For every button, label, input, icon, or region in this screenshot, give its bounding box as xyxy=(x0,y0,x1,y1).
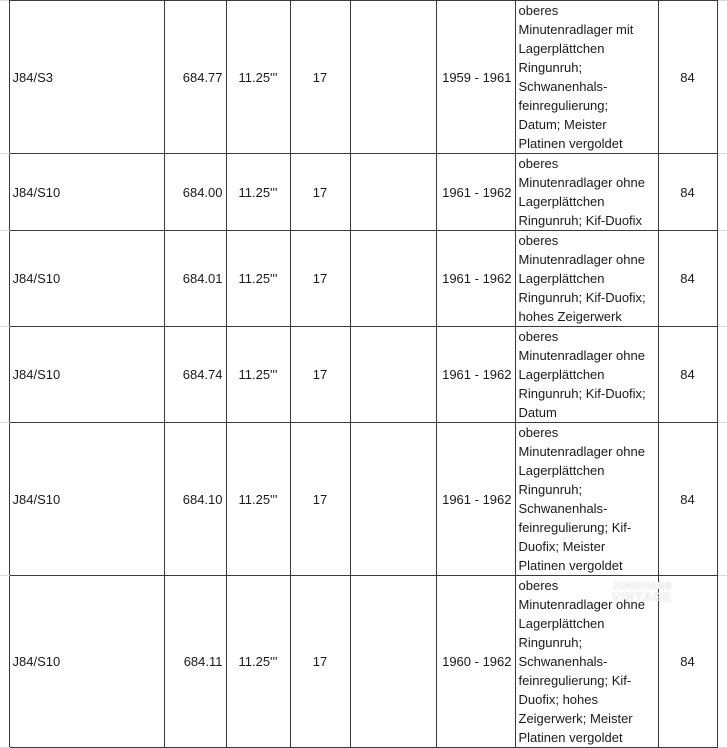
table-row xyxy=(0,231,727,327)
description-line: feinregulierung; Kif- xyxy=(518,673,632,688)
description-line: Minutenradlager ohne xyxy=(518,348,645,363)
size-cell: 11.25''' xyxy=(226,327,290,423)
description-line: Schwanenhals- xyxy=(518,654,608,669)
description-line: oberes xyxy=(518,3,559,18)
watermark-line2: VINTAGE xyxy=(612,590,672,604)
empty-cell xyxy=(350,327,436,423)
production-years-cell: 1960 - 1962 xyxy=(436,576,515,748)
description-cell xyxy=(515,327,658,423)
production-years-cell: 1961 - 1962 xyxy=(436,154,515,231)
description-line: Minutenradlager ohne xyxy=(518,175,645,190)
description-line: oberes xyxy=(518,425,559,440)
jewels-cell: 17 xyxy=(290,327,350,423)
production-years-cell: 1961 - 1962 xyxy=(436,423,515,576)
size-cell: 11.25''' xyxy=(226,1,290,154)
description-line: feinregulierung; xyxy=(518,98,609,113)
size-cell: 11.25''' xyxy=(226,154,290,231)
description-line: Minutenradlager ohne xyxy=(518,252,645,267)
jewels-cell: 17 xyxy=(290,423,350,576)
description-line: Duofix; Meister xyxy=(518,539,606,554)
description-line: Datum; Meister xyxy=(518,117,607,132)
description-line: Ringunruh; xyxy=(518,635,583,650)
description-cell xyxy=(515,154,658,231)
empty-cell xyxy=(350,576,436,748)
page-number-cell: 84 xyxy=(658,423,717,576)
description-line: Ringunruh; xyxy=(518,482,583,497)
description-line: Ringunruh; Kif-Duofix; xyxy=(518,290,646,305)
empty-cell xyxy=(350,423,436,576)
reference-number-cell: 684.10 xyxy=(164,423,226,576)
description-line: Minutenradlager ohne xyxy=(518,597,645,612)
left-gutter-cell xyxy=(0,423,9,576)
right-gutter-cell xyxy=(717,154,727,231)
jewels-cell: 17 xyxy=(290,576,350,748)
production-years-cell: 1961 - 1962 xyxy=(436,231,515,327)
left-gutter-cell xyxy=(0,327,9,423)
size-cell: 11.25''' xyxy=(226,576,290,748)
empty-cell xyxy=(350,1,436,154)
reference-number-cell: 684.00 xyxy=(164,154,226,231)
production-years-cell: 1961 - 1962 xyxy=(436,327,515,423)
description-line: hohes Zeigerwerk xyxy=(518,309,622,324)
description-line: oberes xyxy=(518,578,559,593)
caliber-cell: J84/S3 xyxy=(9,1,164,154)
table-row xyxy=(0,154,727,231)
description-cell xyxy=(515,1,658,154)
production-years-cell: 1959 - 1961 xyxy=(436,1,515,154)
description-line: Schwanenhals- xyxy=(518,79,608,94)
left-gutter-cell xyxy=(0,231,9,327)
page-number-cell: 84 xyxy=(658,576,717,748)
reference-number-cell: 684.01 xyxy=(164,231,226,327)
description-line: Platinen vergoldet xyxy=(518,730,623,745)
description-line: Ringunruh; Kif-Duofix; xyxy=(518,386,646,401)
page-number-cell: 84 xyxy=(658,327,717,423)
description-cell xyxy=(515,231,658,327)
page-number-cell: 84 xyxy=(658,154,717,231)
right-gutter-cell xyxy=(717,327,727,423)
junghans-vintage-watermark xyxy=(604,581,680,605)
left-gutter-cell xyxy=(0,154,9,231)
caliber-cell: J84/S10 xyxy=(9,576,164,748)
watermark-line1: JUNGHANS xyxy=(611,581,673,592)
caliber-cell: J84/S10 xyxy=(9,231,164,327)
caliber-cell: J84/S10 xyxy=(9,423,164,576)
table-row xyxy=(0,423,727,576)
description-line: Minutenradlager mit xyxy=(518,22,634,37)
description-line: Duofix; hohes xyxy=(518,692,598,707)
description-line: Lagerplättchen xyxy=(518,463,605,478)
table-body xyxy=(0,1,727,748)
jewels-cell: 17 xyxy=(290,154,350,231)
left-gutter-cell xyxy=(0,1,9,154)
page-number-cell: 84 xyxy=(658,1,717,154)
description-line: Lagerplättchen xyxy=(518,616,605,631)
description-line: Lagerplättchen xyxy=(518,194,605,209)
description-cell xyxy=(515,423,658,576)
reference-number-cell: 684.77 xyxy=(164,1,226,154)
right-gutter-cell xyxy=(717,423,727,576)
description-line: Ringunruh; Kif-Duofix xyxy=(518,213,643,228)
jewels-cell: 17 xyxy=(290,1,350,154)
description-line: Ringunruh; xyxy=(518,60,583,75)
reference-number-cell: 684.74 xyxy=(164,327,226,423)
table-row xyxy=(0,327,727,423)
description-line: Minutenradlager ohne xyxy=(518,444,645,459)
description-line: Schwanenhals- xyxy=(518,501,608,516)
left-gutter-cell xyxy=(0,576,9,748)
right-gutter-cell xyxy=(717,231,727,327)
description-line: Datum xyxy=(518,405,557,420)
description-line: Platinen vergoldet xyxy=(518,558,623,573)
empty-cell xyxy=(350,154,436,231)
caliber-cell: J84/S10 xyxy=(9,154,164,231)
caliber-cell: J84/S10 xyxy=(9,327,164,423)
description-line: Zeigerwerk; Meister xyxy=(518,711,633,726)
description-line: Lagerplättchen xyxy=(518,367,605,382)
empty-cell xyxy=(350,231,436,327)
jewels-cell: 17 xyxy=(290,231,350,327)
right-gutter-cell xyxy=(717,576,727,748)
description-line: Lagerplättchen xyxy=(518,271,605,286)
page-number-cell: 84 xyxy=(658,231,717,327)
description-line: feinregulierung; Kif- xyxy=(518,520,632,535)
table-row xyxy=(0,1,727,154)
description-line: oberes xyxy=(518,156,559,171)
right-gutter-cell xyxy=(717,1,727,154)
description-line: Platinen vergoldet xyxy=(518,136,623,151)
description-line: Lagerplättchen xyxy=(518,41,605,56)
description-line: oberes xyxy=(518,329,559,344)
size-cell: 11.25''' xyxy=(226,231,290,327)
reference-number-cell: 684.11 xyxy=(164,576,226,748)
description-line: oberes xyxy=(518,233,559,248)
size-cell: 11.25''' xyxy=(226,423,290,576)
